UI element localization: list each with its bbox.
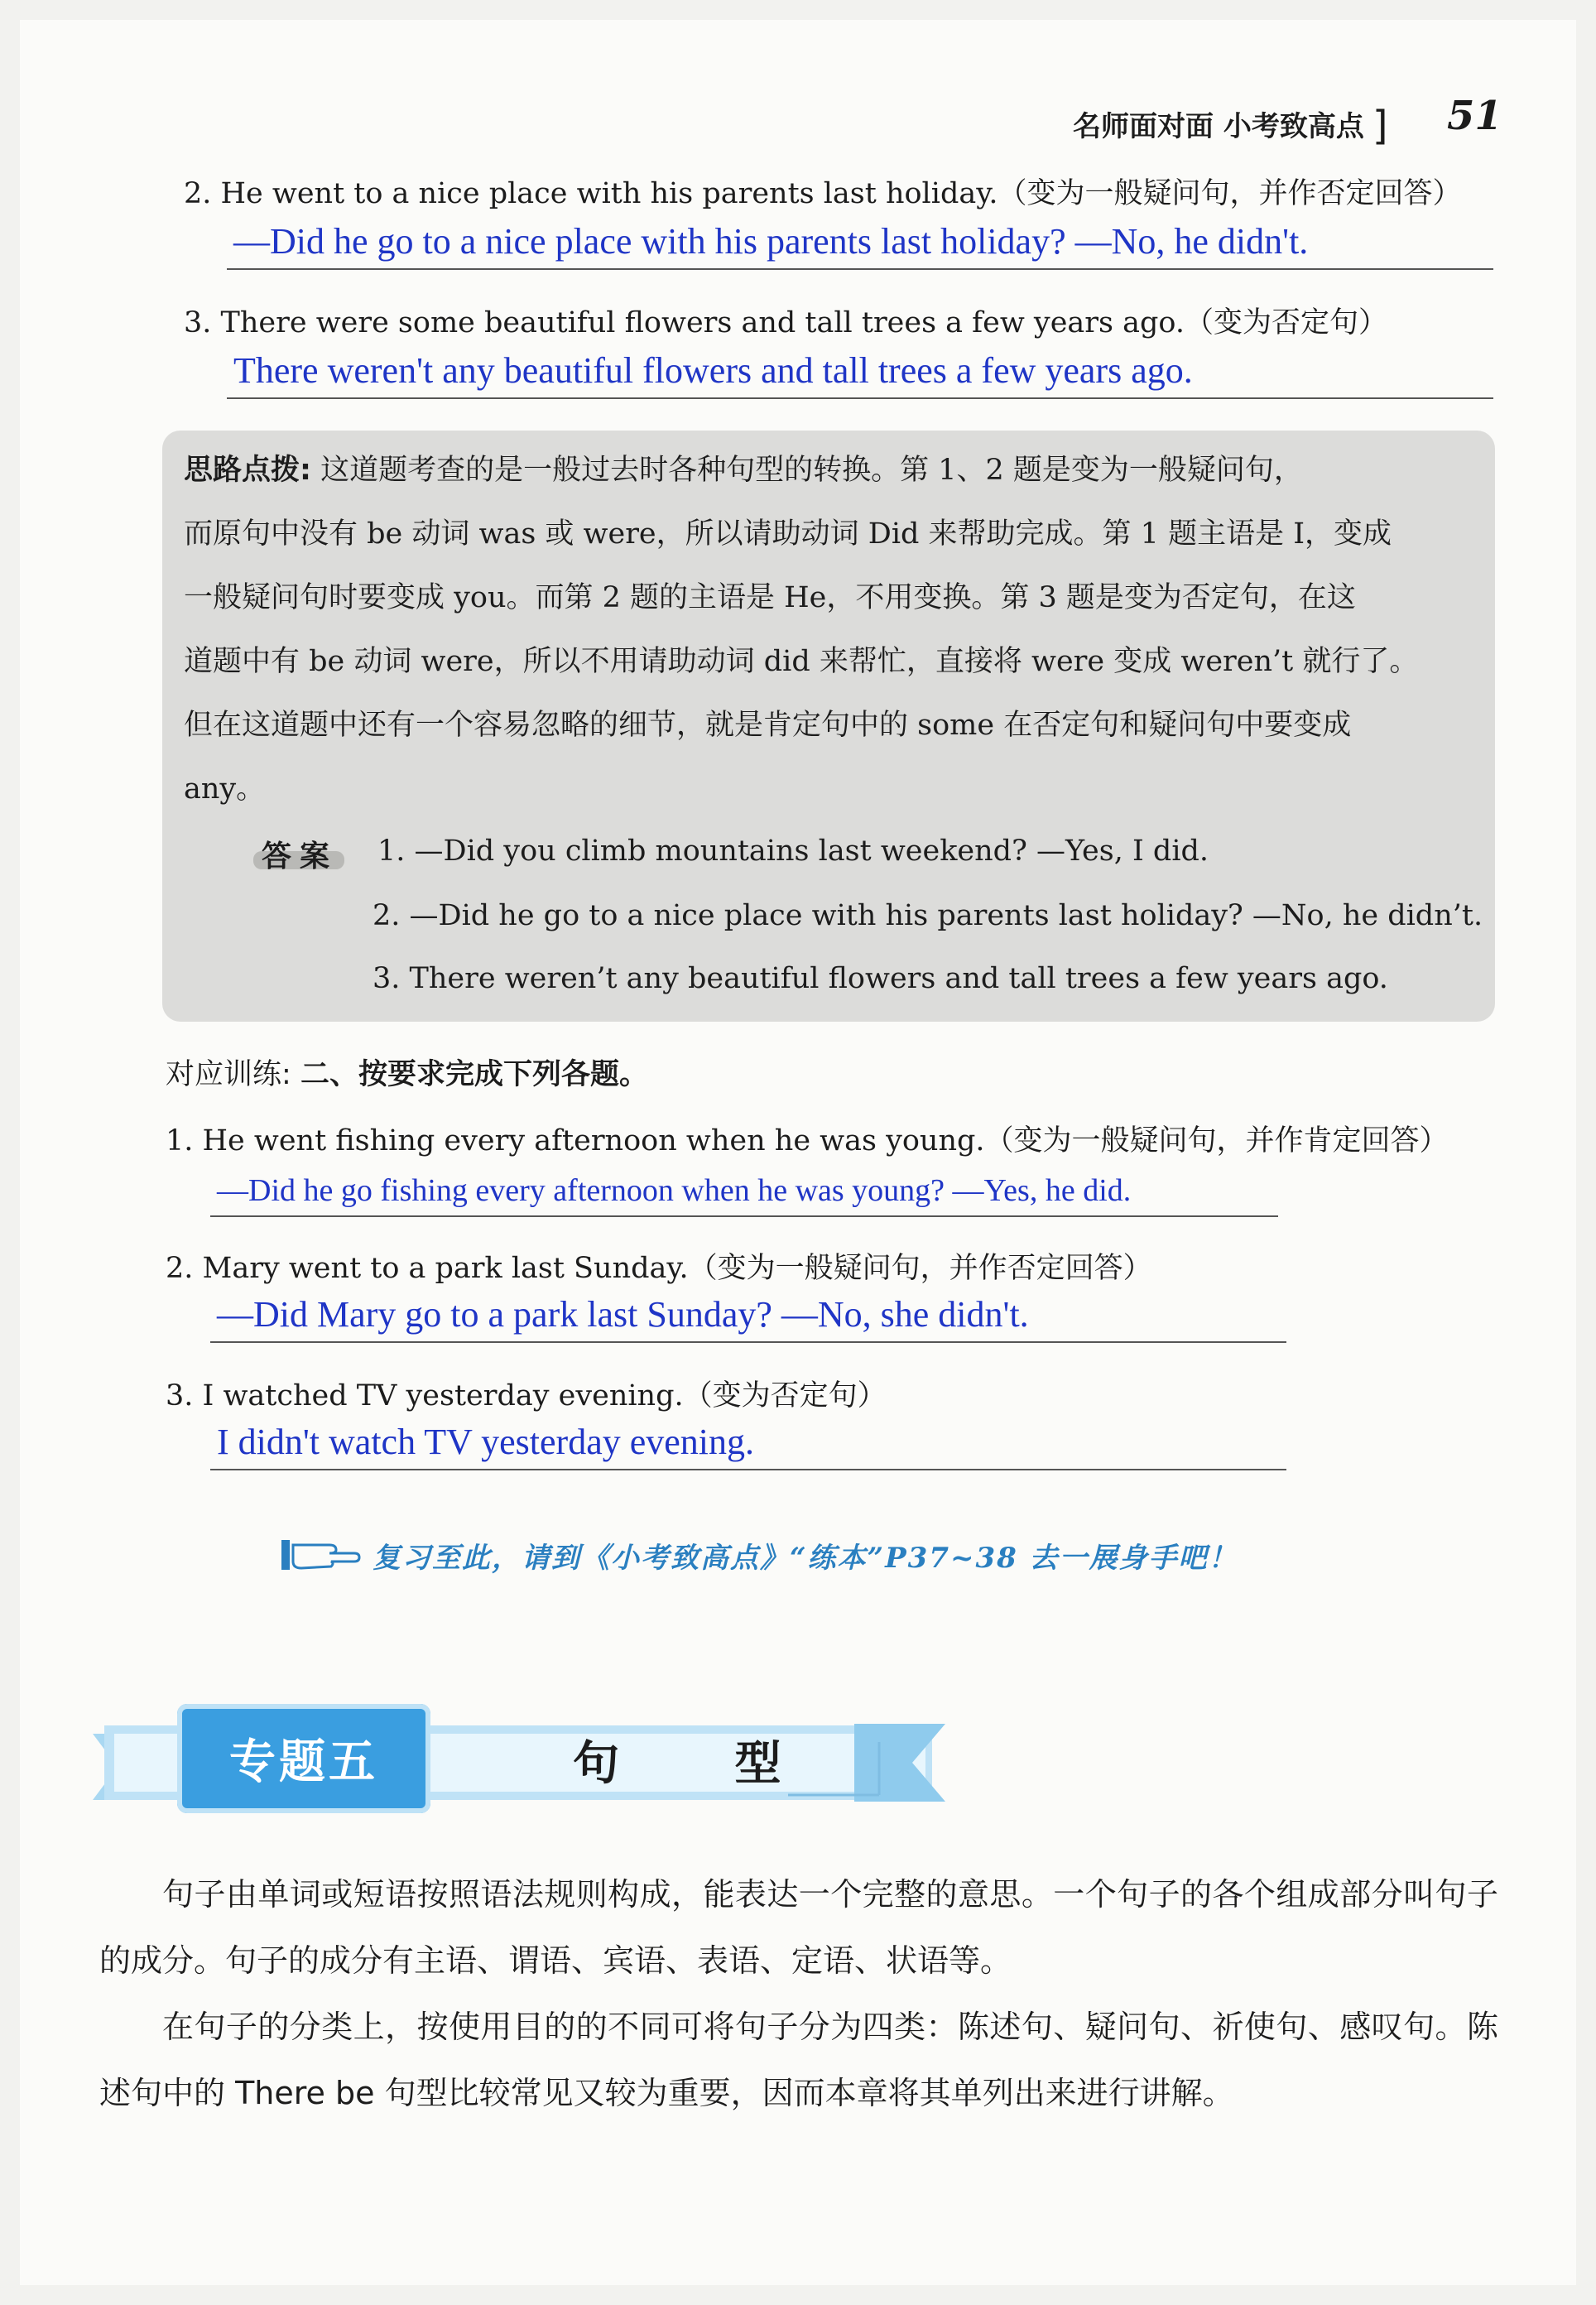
answer-line: [227, 268, 1493, 270]
answer-2: —Did he go to a nice place with his parents last holiday? —No, he didn't.: [233, 221, 1309, 262]
tips-line-6: any。: [184, 772, 266, 806]
training-question-1: 1. He went fishing every afternoon when he was young.（变为一般疑问句，并作肯定回答）: [166, 1124, 1449, 1157]
question-3: 3. There were some beautiful flowers and tall trees a few years ago.（变为否定句）: [184, 306, 1387, 339]
page-number: 51: [1447, 93, 1502, 139]
tips-line-2: 而原句中没有 be 动词 was 或 were，所以请助动词 Did 来帮助完成。第 1 题主语是 I，变成: [184, 517, 1392, 551]
training-heading: 对应训练: 二、按要求完成下列各题。: [166, 1058, 648, 1091]
answer-line: [210, 1469, 1286, 1470]
answer-line: [210, 1215, 1278, 1217]
pointing-hand-icon: [281, 1537, 361, 1576]
section-title: 句 型: [573, 1737, 831, 1791]
section-label: 专题五: [177, 1704, 430, 1813]
box-answer-2: 2. —Did he go to a nice place with his parents last holiday? —No, he didn’t.: [373, 899, 1483, 932]
training-answer-3: I didn't watch TV yesterday evening.: [217, 1422, 755, 1462]
book-brand: 名师面对面 小考致高点 ]: [1073, 103, 1388, 149]
practice-tip: 复习至此，请到《小考致高点》“练本”P37~38 去一展身手吧！: [373, 1542, 1238, 1575]
tips-line-4: 道题中有 be 动词 were，所以不用请助动词 did 来帮忙，直接将 were 变成 weren’t 就行了。: [184, 645, 1419, 678]
tips-line-3: 一般疑问句时要变成 you。而第 2 题的主语是 He，不用变换。第 3 题是变为否定句，在这: [184, 581, 1356, 614]
body-paragraph-2: 在句子的分类上，按使用目的的不同可将句子分为四类：陈述句、疑问句、祈使句、感叹句。陈述句中的 There be 句型比较常见又较为重要，因而本章将其单列出来进行讲解。: [99, 2009, 1498, 2111]
tips-line-1: 思路点拨: 这道题考查的是一般过去时各种句型的转换。第 1、2 题是变为一般疑问句，: [184, 454, 1303, 487]
training-answer-2: —Did Mary go to a park last Sunday? —No, she didn't.: [217, 1294, 1029, 1335]
tips-label: 思路点拨:: [184, 454, 311, 487]
question-2: 2. He went to a nice place with his parents last holiday.（变为一般疑问句，并作否定回答）: [184, 177, 1462, 210]
training-answer-1: —Did he go fishing every afternoon when he was young? —Yes, he did.: [217, 1173, 1132, 1208]
answer-line: [210, 1341, 1286, 1343]
body-paragraph-1: 句子由单词或短语按照语法规则构成，能表达一个完整的意思。一个句子的各个组成部分叫句子的成分。句子的成分有主语、谓语、宾语、表语、定语、状语等。: [99, 1876, 1498, 1979]
answer-label: 答案: [262, 840, 339, 873]
box-answer-3: 3. There weren’t any beautiful flowers and tall trees a few years ago.: [373, 962, 1388, 995]
training-question-3: 3. I watched TV yesterday evening.（变为否定句）: [166, 1379, 887, 1412]
tips-line-5: 但在这道题中还有一个容易忽略的细节，就是肯定句中的 some 在否定句和疑问句中要变成: [184, 709, 1352, 742]
box-answer-1: 1. —Did you climb mountains last weekend? —Yes, I did.: [377, 835, 1209, 868]
answer-3: There weren't any beautiful flowers and tall trees a few years ago.: [233, 350, 1193, 391]
training-question-2: 2. Mary went to a park last Sunday.（变为一般疑问句，并作否定回答）: [166, 1252, 1152, 1285]
answer-line: [227, 397, 1493, 399]
